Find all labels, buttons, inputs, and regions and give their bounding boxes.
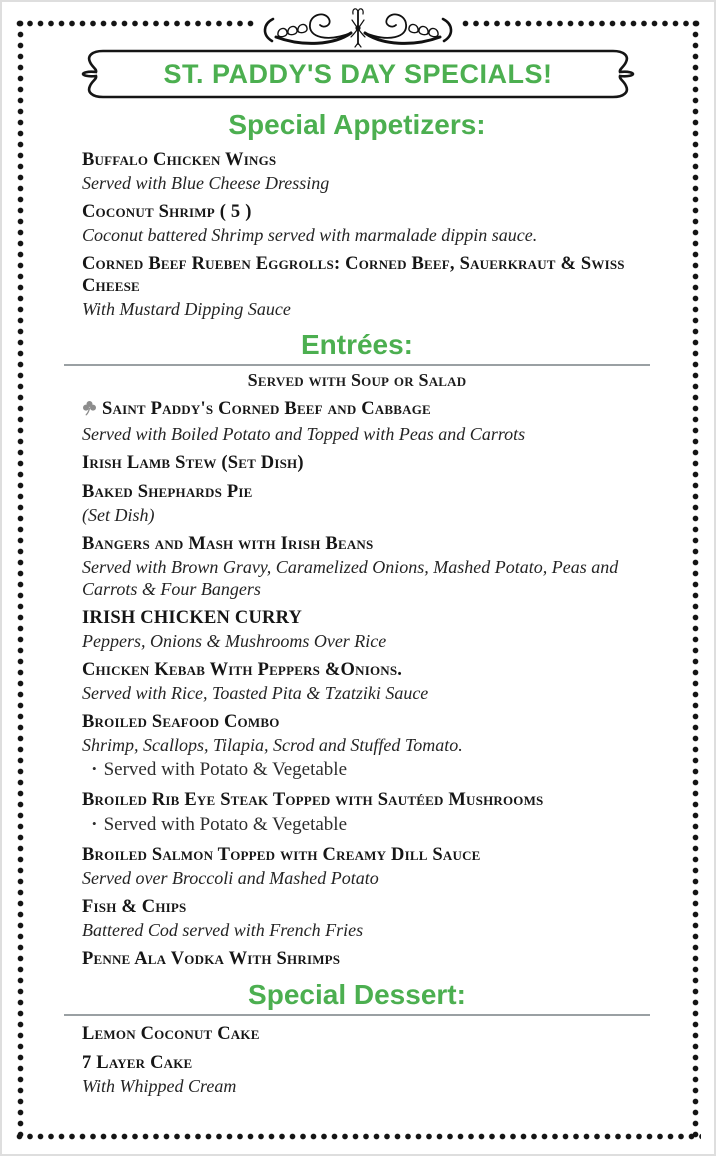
dotted-border-top-right <box>461 19 701 28</box>
item-description: With Whipped Cream <box>82 1076 237 1096</box>
item-description: Served with Boiled Potato and Topped with Peas and Carrots <box>82 424 526 444</box>
section-heading-dessert: Special Dessert: <box>248 979 466 1010</box>
item-name: Broiled Seafood Combo <box>82 712 280 732</box>
item-name: Buffalo Chicken Wings <box>82 150 277 170</box>
menu-item <box>82 452 650 474</box>
menu-item <box>82 1023 650 1045</box>
menu-item <box>82 711 650 782</box>
menu-item <box>82 398 650 445</box>
menu-item <box>82 844 650 889</box>
section-heading-entrees: Entrées: <box>300 329 414 360</box>
dotted-border-top-left <box>15 19 259 28</box>
item-description: Served with Brown Gravy, Caramelized Onions, Mashed Potato, Peas and Carrots & Four Bangers <box>82 557 619 599</box>
menu-item <box>82 1052 650 1097</box>
menu-item <box>82 149 650 194</box>
title-plaque <box>69 48 647 100</box>
item-name: Lemon Coconut Cake <box>82 1024 260 1044</box>
item-name: Chicken Kebab With Peppers &Onions. <box>82 660 403 680</box>
item-description: Coconut battered Shrimp served with marmalade dippin sauce. <box>82 225 538 245</box>
menu-item <box>82 481 650 526</box>
section-divider <box>64 364 650 366</box>
item-description: Served over Broccoli and Mashed Potato <box>82 868 379 888</box>
item-name: Fish & Chips <box>82 897 187 917</box>
item-name: Broiled Salmon Topped with Creamy Dill Sauce <box>82 845 481 865</box>
item-name: Irish Lamb Stew (Set Dish) <box>82 453 304 473</box>
item-description: (Set Dish) <box>82 505 155 525</box>
menu-item <box>82 896 650 941</box>
shamrock-icon <box>82 400 97 422</box>
item-description: Battered Cod served with French Fries <box>82 920 364 940</box>
item-name: Corned Beef Rueben Eggrolls: Corned Beef, Sauerkraut & Swiss Cheese <box>82 254 625 296</box>
section-note: Served with Soup or Salad <box>247 370 467 390</box>
section-divider <box>64 1014 650 1016</box>
item-name: Baked Shephards Pie <box>82 482 253 502</box>
item-description: Served with Rice, Toasted Pita & Tzatziki Sauce <box>82 683 429 703</box>
item-description: Peppers, Onions & Mushrooms Over Rice <box>82 631 387 651</box>
menu-item <box>82 789 650 837</box>
item-side-note: • Served with Potato & Vegetable <box>92 759 347 780</box>
item-name: Coconut Shrimp ( 5 ) <box>82 202 252 222</box>
item-name: IRISH CHICKEN CURRY <box>82 608 303 628</box>
item-name: Penne Ala Vodka With Shrimps <box>82 949 341 969</box>
calligraphic-flourish-icon <box>254 3 462 50</box>
dotted-border-bottom <box>15 1132 701 1141</box>
item-name: Bangers and Mash with Irish Beans <box>82 534 374 554</box>
item-description: Shrimp, Scallops, Tilapia, Scrod and Stuffed Tomato. <box>82 735 463 755</box>
menu-item <box>82 659 650 704</box>
entree-items <box>64 398 650 970</box>
dessert-items <box>64 1023 650 1097</box>
menu-item <box>82 607 650 652</box>
item-name: 7 Layer Cake <box>82 1053 193 1073</box>
item-side-note: • Served with Potato & Vegetable <box>92 814 347 835</box>
menu-item <box>82 948 650 970</box>
menu-item <box>82 533 650 600</box>
menu-content <box>2 108 714 1097</box>
section-heading-appetizers: Special Appetizers: <box>228 109 486 140</box>
page-title: ST. PADDY'S DAY SPECIALS! <box>163 58 553 89</box>
bullet-icon: • <box>92 816 97 831</box>
item-name: Broiled Rib Eye Steak Topped with Sautéed Mushrooms <box>82 790 544 810</box>
menu-item <box>82 253 650 320</box>
bullet-icon: • <box>92 761 97 776</box>
item-description: Served with Blue Cheese Dressing <box>82 173 330 193</box>
item-description: With Mustard Dipping Sauce <box>82 299 291 319</box>
menu-item <box>82 201 650 246</box>
appetizer-items <box>64 149 650 320</box>
item-name: Saint Paddy's Corned Beef and Cabbage <box>82 398 650 422</box>
